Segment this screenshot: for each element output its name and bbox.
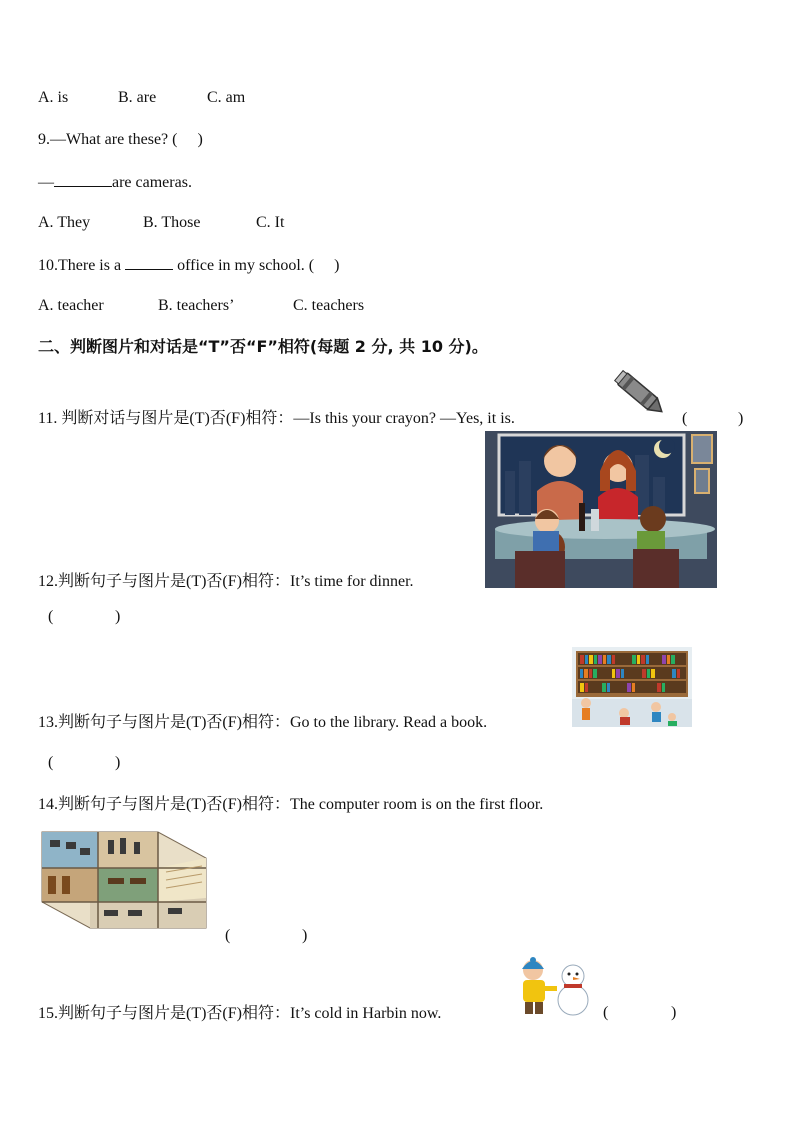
school-building-picture: [38, 828, 210, 934]
snowman-picture: [517, 956, 595, 1018]
q9-answer-rest: are cameras.: [112, 174, 192, 191]
q13-paren-open: (: [48, 754, 54, 771]
q9-text: 9.—What are these? (: [38, 131, 178, 148]
section2-title: 二、判断图片和对话是“T”否“F”相符(每题 2 分, 共 10 分)。: [38, 337, 488, 356]
q10-option-a: A. teacher: [38, 297, 104, 314]
q8-option-c: C. am: [207, 89, 246, 106]
q10-option-b: B. teachers’: [158, 297, 235, 314]
q15-paren-close: ): [671, 1004, 677, 1021]
q8-options: [38, 88, 245, 108]
q13-paren-close: ): [115, 754, 121, 771]
q9-answer: [38, 172, 192, 193]
q10-close: ): [334, 257, 340, 274]
q10-blank: [125, 255, 173, 270]
q10-after: office in my school. (: [177, 257, 315, 274]
q9-options: [38, 213, 284, 233]
q9-prompt: [38, 130, 203, 150]
q14-text: 14.判断句子与图片是(T)否(F)相符：The computer room is on the first floor.: [38, 796, 544, 813]
q8-option-b: B. are: [118, 89, 157, 106]
q9-option-c: C. It: [256, 214, 285, 231]
q9-close: ): [197, 131, 203, 148]
q11-paren-open: (: [682, 410, 688, 427]
q11-text: 11. 判断对话与图片是(T)否(F)相符：—Is this your crayon? —Yes, it is.: [38, 410, 515, 427]
q10-before: 10.There is a: [38, 257, 122, 274]
q11-paren-close: ): [738, 410, 744, 427]
q9-option-b: B. Those: [143, 214, 201, 231]
q14-paren-open: (: [225, 927, 231, 944]
q14-paren-close: ): [302, 927, 308, 944]
family-dinner-picture: [485, 431, 717, 588]
q12-text: 12.判断句子与图片是(T)否(F)相符：It’s time for dinner.: [38, 573, 414, 590]
q12-paren-open: (: [48, 608, 54, 625]
q9-dash: —: [38, 174, 54, 191]
q10-option-c: C. teachers: [293, 297, 365, 314]
q15-text: 15.判断句子与图片是(T)否(F)相符：It’s cold in Harbin now.: [38, 1005, 442, 1022]
q12-paren-close: ): [115, 608, 121, 625]
crayon-picture: [610, 366, 670, 422]
library-picture: [572, 647, 692, 727]
q13-text: 13.判断句子与图片是(T)否(F)相符：Go to the library. Read a book.: [38, 714, 488, 731]
q8-option-a: A. is: [38, 89, 69, 106]
q9-option-a: A. They: [38, 214, 91, 231]
q9-blank: [54, 172, 112, 187]
q10-options: [38, 296, 364, 316]
q10-prompt: [38, 255, 339, 276]
q15-paren-open: (: [603, 1004, 609, 1021]
